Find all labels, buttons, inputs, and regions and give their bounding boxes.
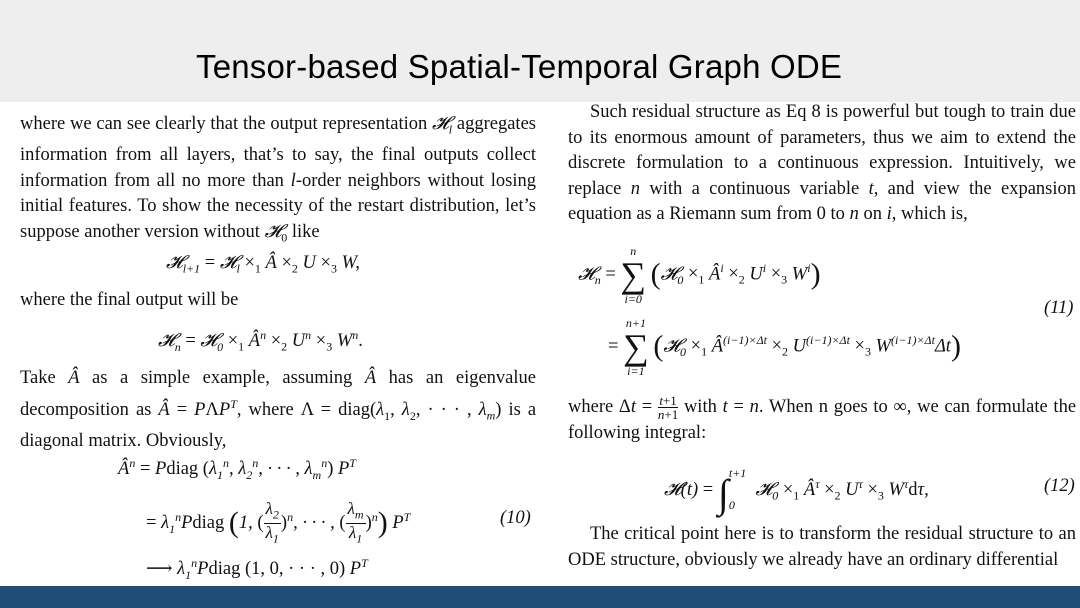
- equation-hn: 𝓗$_n$ = 𝓗$_0$ $\times_1$ $Â^n \times_2$ $U^n \times_3$ $W^n$.: [158, 328, 363, 354]
- equation-10-line-3: ⟶ $\lambda_1^nPdiag$ (1, 0, · · · , 0) $P^T$: [146, 556, 368, 582]
- slide-title: Tensor-based Spatial-Temporal Graph ODE: [196, 48, 843, 85]
- equation-hl1: 𝓗$_{l+1}$ = 𝓗$_l$ $\times_1$ Â $\times_2$ $U \times_3$ W,: [166, 253, 360, 276]
- right-column: [568, 100, 1076, 228]
- right-paragraph-3: The critical point here is to transform the residual structure to an ODE structure, obviously we already have an ordinary differential: [568, 524, 1076, 570]
- left-column: [20, 112, 536, 251]
- equation-10-number: (10): [500, 508, 531, 528]
- right-paragraph-2: where Δt = $\frac{t+1}{n+1}$ with t = n. When n goes to ∞, we can formulate the following integral:: [568, 393, 1077, 443]
- equation-11-line-1: 𝓗$_n$ = n ∑ i=0 (𝓗$_0$ $\times_1$ $Â^i \times_2$ $U^i \times_3$ $W^i$): [578, 244, 821, 306]
- left-paragraph-2: where the final output will be: [20, 290, 239, 310]
- left-paragraph-3: Take Â as a simple example, assuming Â has an eigenvalue decomposition as Â = $P\Lambda P^T$, where $\Lambda = diag(\lambda_1$, $\lambda_2$, · · · , $\lambda_m$) is a diagonal matrix. Obviously,: [20, 368, 537, 451]
- right-paragraph-1: Such residual structure as Eq 8 is powerful but tough to train due to its enormous amount of parameters, thus we aim to extend the discrete formulation to a continuous expression. Intuitively, we replace n with a continuous variable t, and view the expansion equation as a Riemann sum from 0 to n on i, which is,: [568, 102, 1076, 224]
- equation-12-number: (12): [1044, 476, 1075, 496]
- equation-10-line-1: $Â^n$ = Pdiag ($\lambda_1^n$, $\lambda_2^n$, · · · , $\lambda_m^n$) $P^T$: [118, 456, 356, 482]
- left-paragraph-1: where we can see clearly that the output representation 𝓗$_l$ aggregates information from all layers, that’s to say, the final outputs collect information from all no more than l-order neighbors without losing initial features. To show the necessity of the restart distribution, let’s suppose another version without 𝓗$_0$ like: [20, 114, 536, 245]
- bottom-bar: [0, 586, 1080, 608]
- equation-12: 𝓗(t) = $\int_0^{t+1}$ 𝓗$_0$ $\times_1$ $Â^\tau \times_2$ $U^\tau \times_3$ $W^\tau d\tau$,: [664, 466, 929, 516]
- equation-10-line-2: = $\lambda_1^nPdiag$ (1, ( $\frac{\lambda_2}{\lambda_1})^n$, · · · , ( $\frac{\lambda_m}{\lambda_1})^n$) $P^T$: [146, 499, 411, 546]
- equation-11-number: (11): [1044, 298, 1074, 318]
- equation-11-line-2: = n+1 ∑ i=1 (𝓗$_0$ $\times_1$ $Â^{(i-1)\times\Delta t} \times_2$ $U^{(i-1)\times\Delta t} \times_3$ $W^{(i-1)\times\Delta t}\Delta t$): [608, 316, 961, 378]
